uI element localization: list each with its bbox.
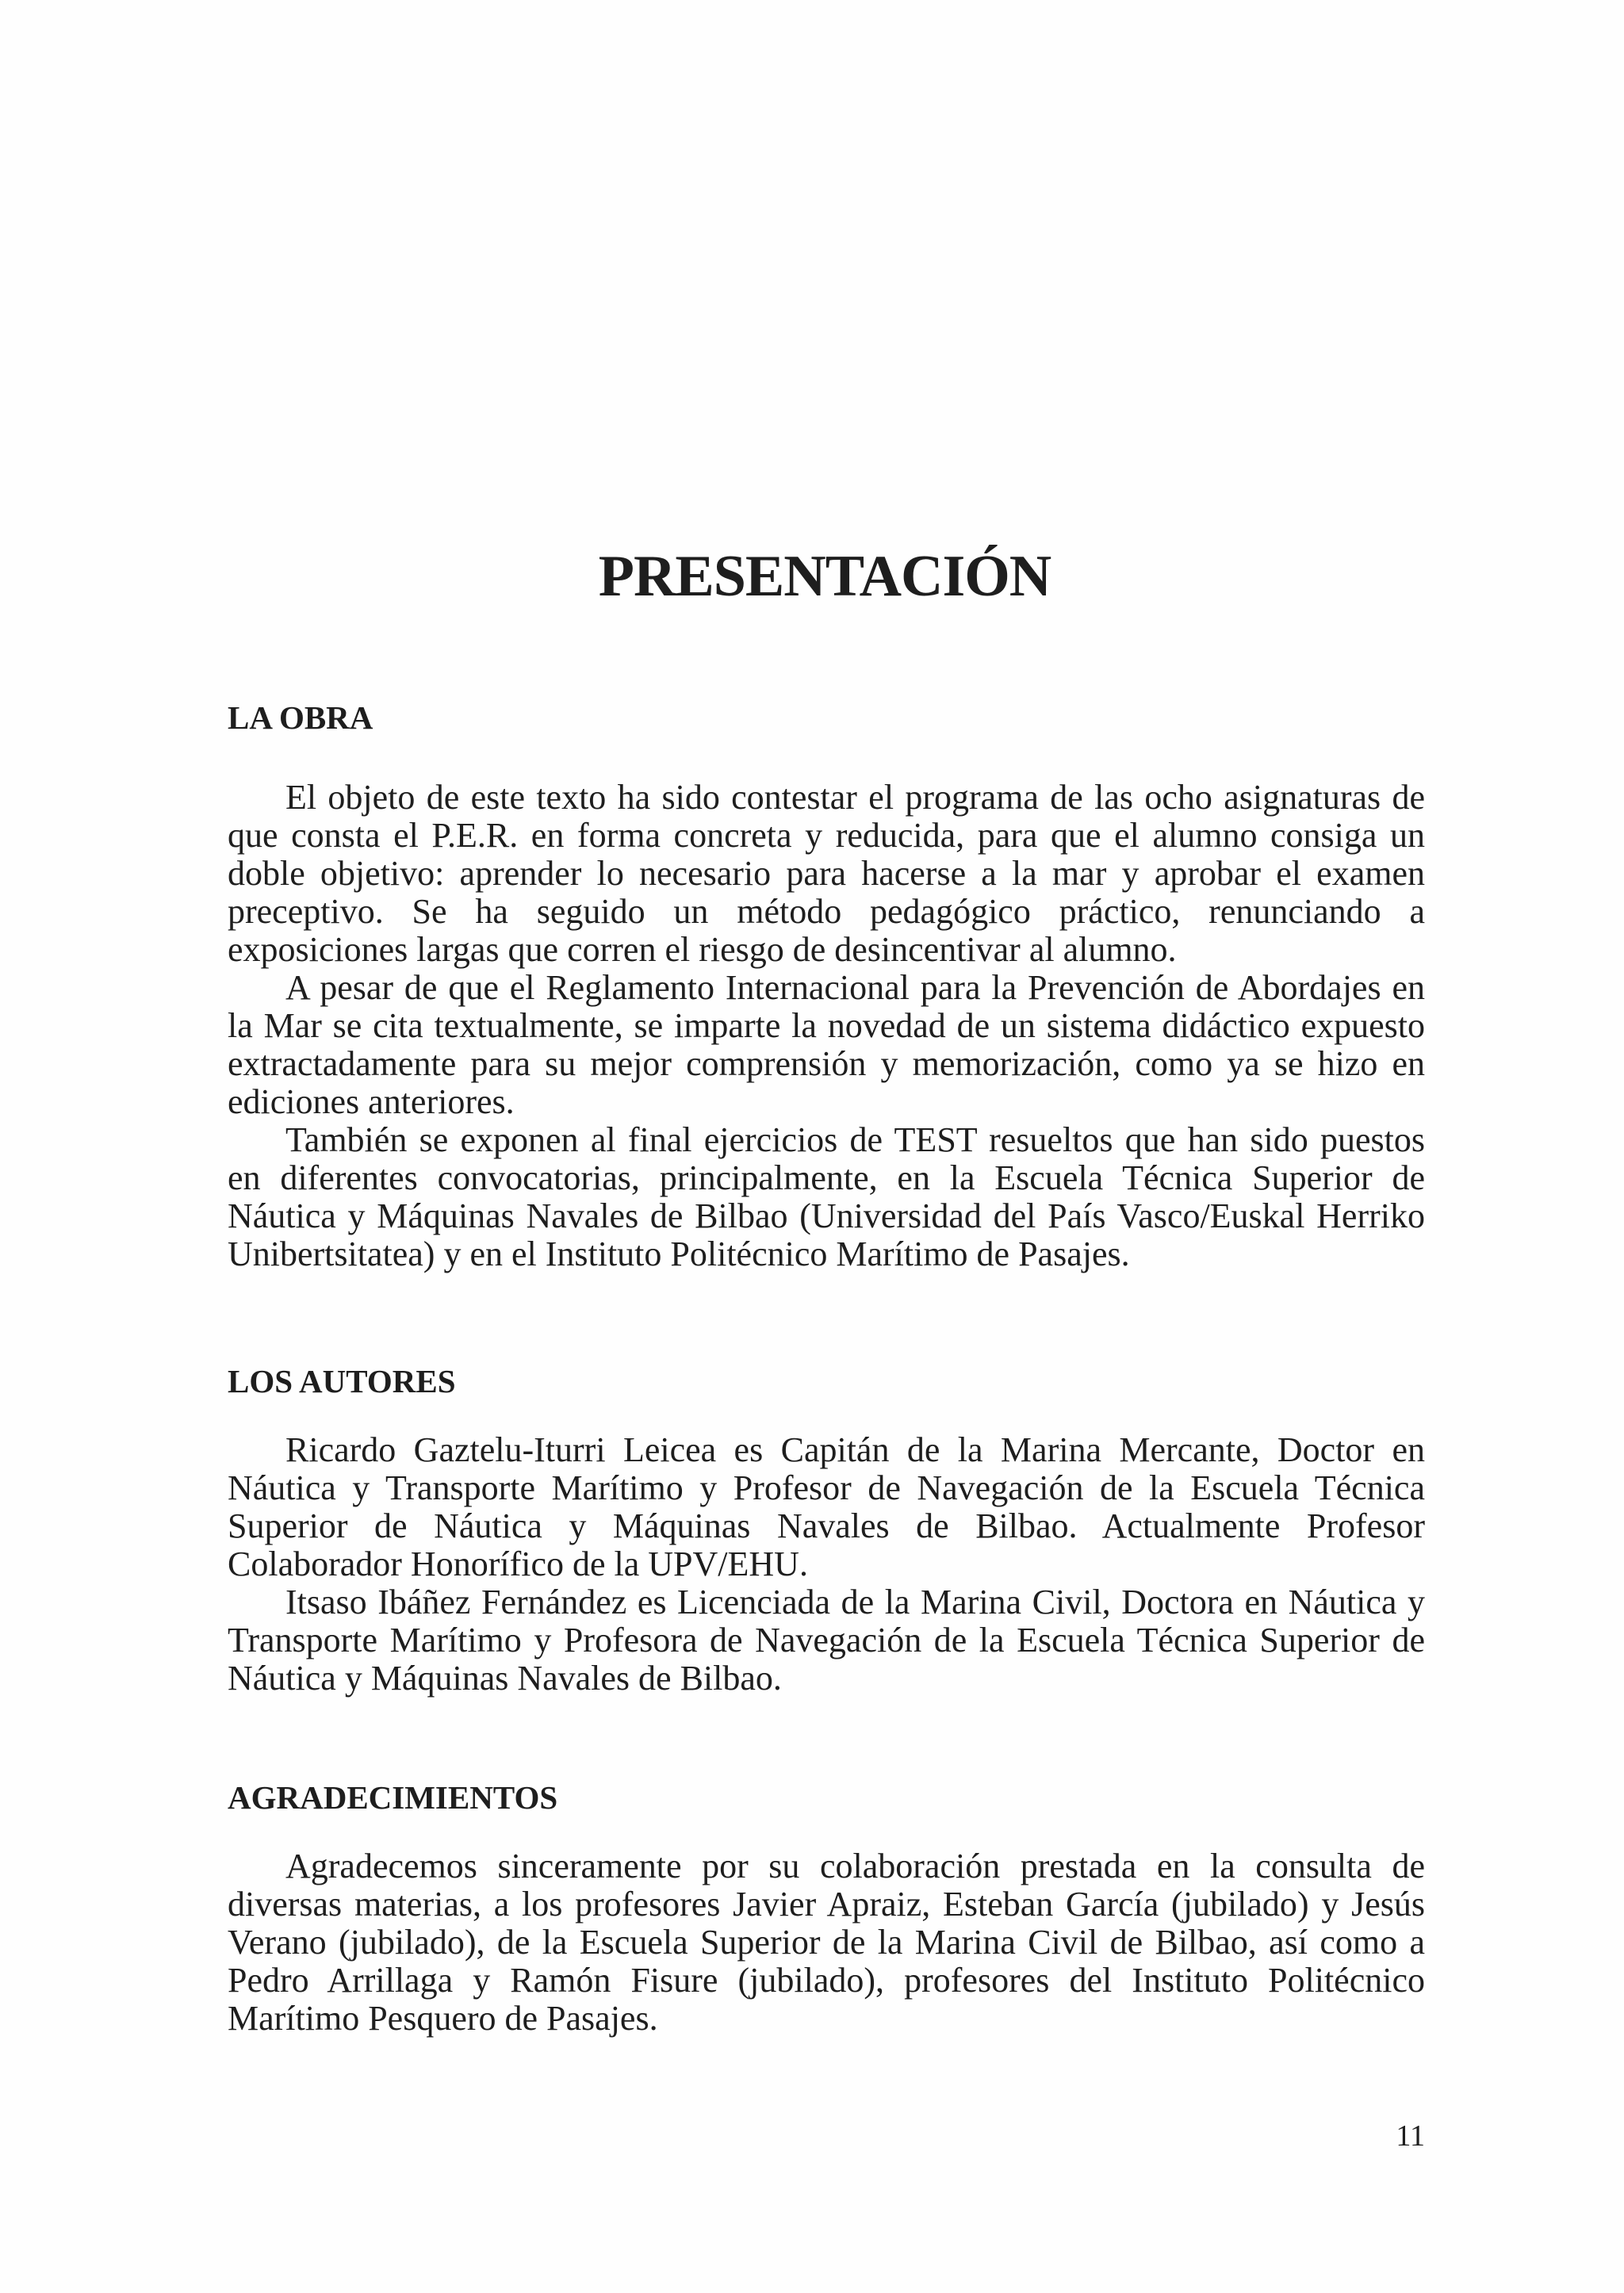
paragraph: Ricardo Gaztelu-Iturri Leicea es Capitán de la Marina Mercante, Doctor en Náutica y Transporte Marítimo y Profesor de Navegación de la Escuela Técnica Superior de Náutica y Máquinas Navales de Bilbao. Actualmente Profesor Colaborador Honorífico de la UPV/EHU. [228,1430,1425,1583]
paragraph: Itsaso Ibáñez Fernández es Licenciada de la Marina Civil, Doctora en Náutica y Transporte Marítimo y Profesora de Navegación de la Escuela Técnica Superior de Náutica y Máquinas Navales de Bilbao. [228,1583,1425,1698]
section-heading-agradecimientos: AGRADECIMIENTOS [228,1779,558,1816]
section-la-obra-body [228,779,1425,1273]
section-heading-los-autores: LOS AUTORES [228,1363,456,1399]
page-number: 11 [1396,2119,1425,2153]
page-title: PRESENTACIÓN [598,544,1051,609]
section-los-autores-body [228,1431,1425,1698]
paragraph: El objeto de este texto ha sido contestar el programa de las ocho asignaturas de que consta el P.E.R. en forma concreta y reducida, para que el alumno consiga un doble objetivo: aprender lo necesario para hacerse a la mar y aprobar el examen preceptivo. Se ha seguido un método pedagógico práctico, renunciando a exposiciones largas que corren el riesgo de desincentivar al alumno. [228,778,1425,969]
paragraph: Agradecemos sinceramente por su colaboración prestada en la consulta de diversas materias, a los profesores Javier Apraiz, Esteban García (jubilado) y Jesús Verano (jubilado), de la Escuela Superior de la Marina Civil de Bilbao, así como a Pedro Arrillaga y Ramón Fisure (jubilado), profesores del Instituto Politécnico Marítimo Pesquero de Pasajes. [228,1847,1425,2038]
section-agradecimientos-body [228,1847,1425,2038]
paragraph: A pesar de que el Reglamento Internacional para la Prevención de Abordajes en la Mar se cita textualmente, se imparte la novedad de un sistema didáctico expuesto extractadamente para su mejor comprensión y memorización, como ya se hizo en ediciones anteriores. [228,968,1425,1121]
paragraph: También se exponen al final ejercicios de TEST resueltos que han sido puestos en diferentes convocatorias, principalmente, en la Escuela Técnica Superior de Náutica y Máquinas Navales de Bilbao (Universidad del País Vasco/Euskal Herriko Unibertsitatea) y en el Instituto Politécnico Marítimo de Pasajes. [228,1120,1425,1273]
section-heading-la-obra: LA OBRA [228,699,373,736]
